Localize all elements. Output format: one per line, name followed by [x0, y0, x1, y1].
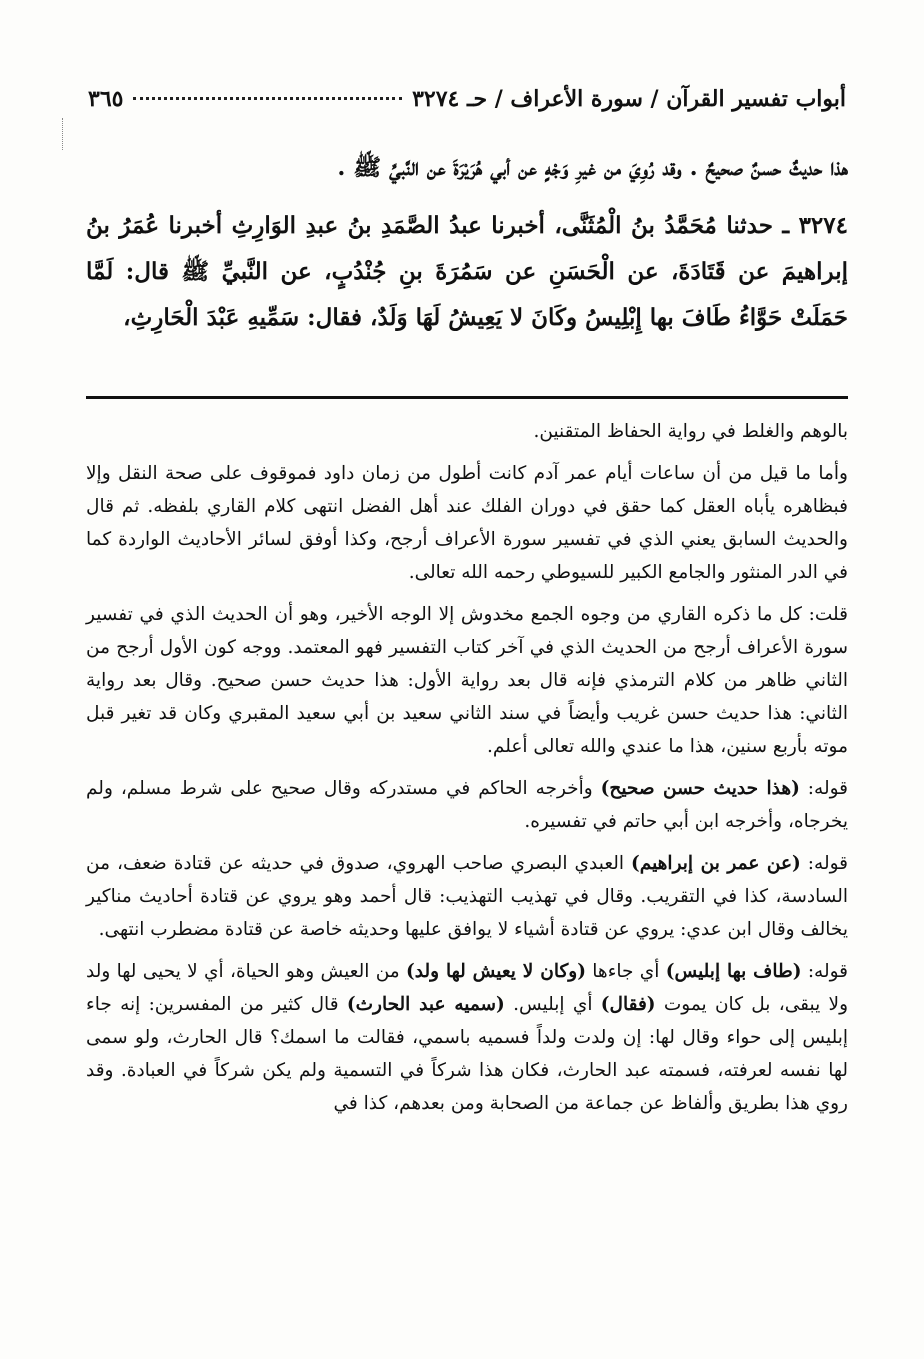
header-dot-leader [133, 97, 402, 100]
page-number: ٣٦٥ [88, 86, 124, 112]
c5-lead: قوله: [800, 853, 848, 874]
margin-mark [62, 118, 67, 150]
c6-text-2: من العيش وهو الحياة، أي لا يحيى لها ولد ولا يبقى، بل كان يموت [86, 961, 848, 1015]
c6-text-1: أي جاءها [585, 961, 666, 982]
hadith-paragraph-2: ٣٢٧٤ ـ حدثنا مُحَمَّدُ بنُ الْمُثَنَّى، أخبرنا عبدُ الصَّمَدِ بنُ عبدِ الوَارِثِ أخبرنا عُمَرُ بنُ إبراهيمَ عن قَتَادَةَ، عن الْحَسَنِ عن سَمُرَةَ بنِ جُنْدُبٍ، عن النَّبيِّ ﷺ قال: لَمَّا حَمَلَتْ حَوَّاءُ طَافَ بها إِبْلِيسُ وكَانَ لا يَعِيشُ لَهَا وَلَدٌ، فقال: سَمِّيهِ عَبْدَ الْحَارِثِ، [86, 212, 848, 331]
c4-lead: قوله: [799, 778, 848, 799]
commentary-paragraph-6 [86, 955, 848, 1120]
commentary-paragraph-5 [86, 847, 848, 946]
c5-body: العبدي البصري صاحب الهروي، صدوق في حديثه عن قتادة ضعف، من السادسة، كذا في التقريب. وقال في تهذيب التهذيب: قال أحمد وهو يروي عن قتادة أحاديث مناكير يخالف وقال ابن عدي: يروي عن قتادة أشياء لا يوافق عليها وحديثه خاصة عن قتادة مضطرب انتهى. [86, 853, 848, 940]
c6-quote-4: (سميه عبد الحارث) [346, 994, 505, 1015]
c6-lead: قوله: [801, 961, 849, 982]
c6-quote-1: (طاف بها إبليس) [665, 961, 802, 982]
c6-quote-3: (فقال) [600, 994, 656, 1015]
header-title: أبواب تفسير القرآن / سورة الأعراف / حـ ٣٢٧٤ [412, 86, 846, 112]
c6-text-4: قال كثير من المفسرين: إنه جاء إبليس إلى حواء وقال لها: إن ولدت ولداً فسميه باسمي، فقالت ما اسمك؟ قال الحارث، ولو سمى لها نفسه لعرفته، فسمته عبد الحارث، فكان هذا شركاً في التسمية ولم يكن شركاً في العبادة. وقد روي هذا بطريق وألفاظ عن جماعة من الصحابة ومن بعدهم، كذا في [86, 994, 848, 1114]
hadith-text [86, 145, 848, 353]
commentary-paragraph-4 [86, 772, 848, 838]
hadith-paragraph-1: هذا حديثٌ حسنٌ صحيحٌ . وقد رُوِيَ من غيرِ وَجْهٍ عن أبي هُرَيْرَةَ عن النَّبيِّ ﷺ . [337, 154, 848, 181]
c4-quote: (هذا حديث حسن صحيح) [600, 778, 800, 799]
running-header [88, 86, 846, 112]
commentary-paragraph-3: قلت: كل ما ذكره القاري من وجوه الجمع مخدوش إلا الوجه الأخير، وهو أن الحديث الذي في تفسير سورة الأعراف أرجح من الحديث الذي في آخر كتاب التفسير فهو المعتمد. ووجه كون الأول أرجح من الثاني ظاهر من كلام الترمذي فإنه قال بعد رواية الأول: هذا حديث حسن صحيح. وقال بعد رواية الثاني: هذا حديث حسن غريب وأيضاً في سند الثاني سعيد بن أبي سعيد المقبري وكان قد تغير قبل موته بأربع سنين، هذا ما عندي والله تعالى أعلم. [86, 604, 848, 757]
commentary-text [86, 415, 848, 1129]
c4-body: وأخرجه الحاكم في مستدركه وقال صحيح على شرط مسلم، ولم يخرجاه، وأخرجه ابن أبي حاتم في تفسيره. [86, 778, 848, 832]
c5-quote: (عن عمر بن إبراهيم) [631, 853, 801, 874]
commentary-paragraph-1: بالوهم والغلط في رواية الحفاظ المتقنين. [533, 421, 848, 442]
commentary-paragraph-2: وأما ما قيل من أن ساعات أيام عمر آدم كانت أطول من زمان داود فموقوف على صحة النقل وإلا فبظاهره يأباه العقل كما حقق في دوران الفلك عند أهل الفضل انتهى كلام القاري بلفظه. ثم قال والحديث السابق يعني الذي في تفسير سورة الأعراف أرجح، وكذا أوفق لسائر الأحاديث الواردة كما في الدر المنثور والجامع الكبير للسيوطي رحمه الله تعالى. [86, 463, 848, 583]
c6-quote-2: (وكان لا يعيش لها ولد) [406, 961, 586, 982]
c6-text-3: أي إبليس. [504, 994, 601, 1015]
separator-line [86, 396, 848, 399]
